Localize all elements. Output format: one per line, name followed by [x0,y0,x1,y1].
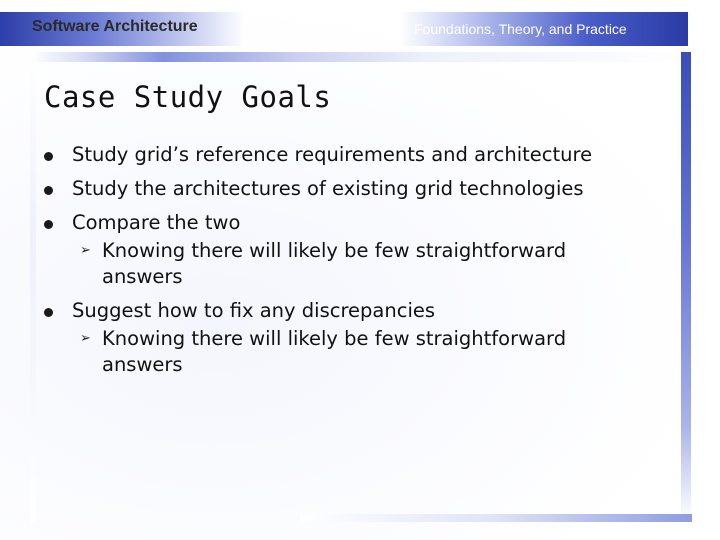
bullet-item [44,206,674,240]
bullet-item [44,138,674,172]
arrow-right-icon: ➢ [80,331,91,346]
bullet-text: Study grid’s reference requirements and architecture [72,143,593,166]
bullet-dot-icon [44,152,53,161]
header-course-title: Software Architecture [32,18,198,35]
sub-bullet-continuation: answers [102,353,183,376]
slide-title: Case Study Goals [44,80,332,114]
bullet-text: Study the architectures of existing grid technologies [72,177,584,200]
bullet-item [44,294,674,328]
sub-bullet-continuation: answers [102,265,183,288]
header-book-subtitle: Foundations, Theory, and Practice [414,21,627,37]
bullet-dot-icon [44,186,53,195]
sub-bullet-text: Knowing there will likely be few straightforward [102,239,567,262]
sub-bullet-item [44,324,674,354]
frame-right-border [681,52,691,520]
bullet-item [44,172,674,206]
frame-left-border [30,52,36,522]
bullet-text: Suggest how to fix any discrepancies [72,299,436,322]
sub-bullet-item [44,236,674,266]
bullet-dot-icon [44,308,53,317]
bullet-text: Compare the two [72,211,241,234]
frame-top-border [30,52,692,62]
sub-bullet-text: Knowing there will likely be few straightforward [102,327,567,350]
frame-bottom-border [300,514,692,522]
bullet-dot-icon [44,220,53,229]
bullet-list [44,138,674,382]
arrow-right-icon: ➢ [80,243,91,258]
